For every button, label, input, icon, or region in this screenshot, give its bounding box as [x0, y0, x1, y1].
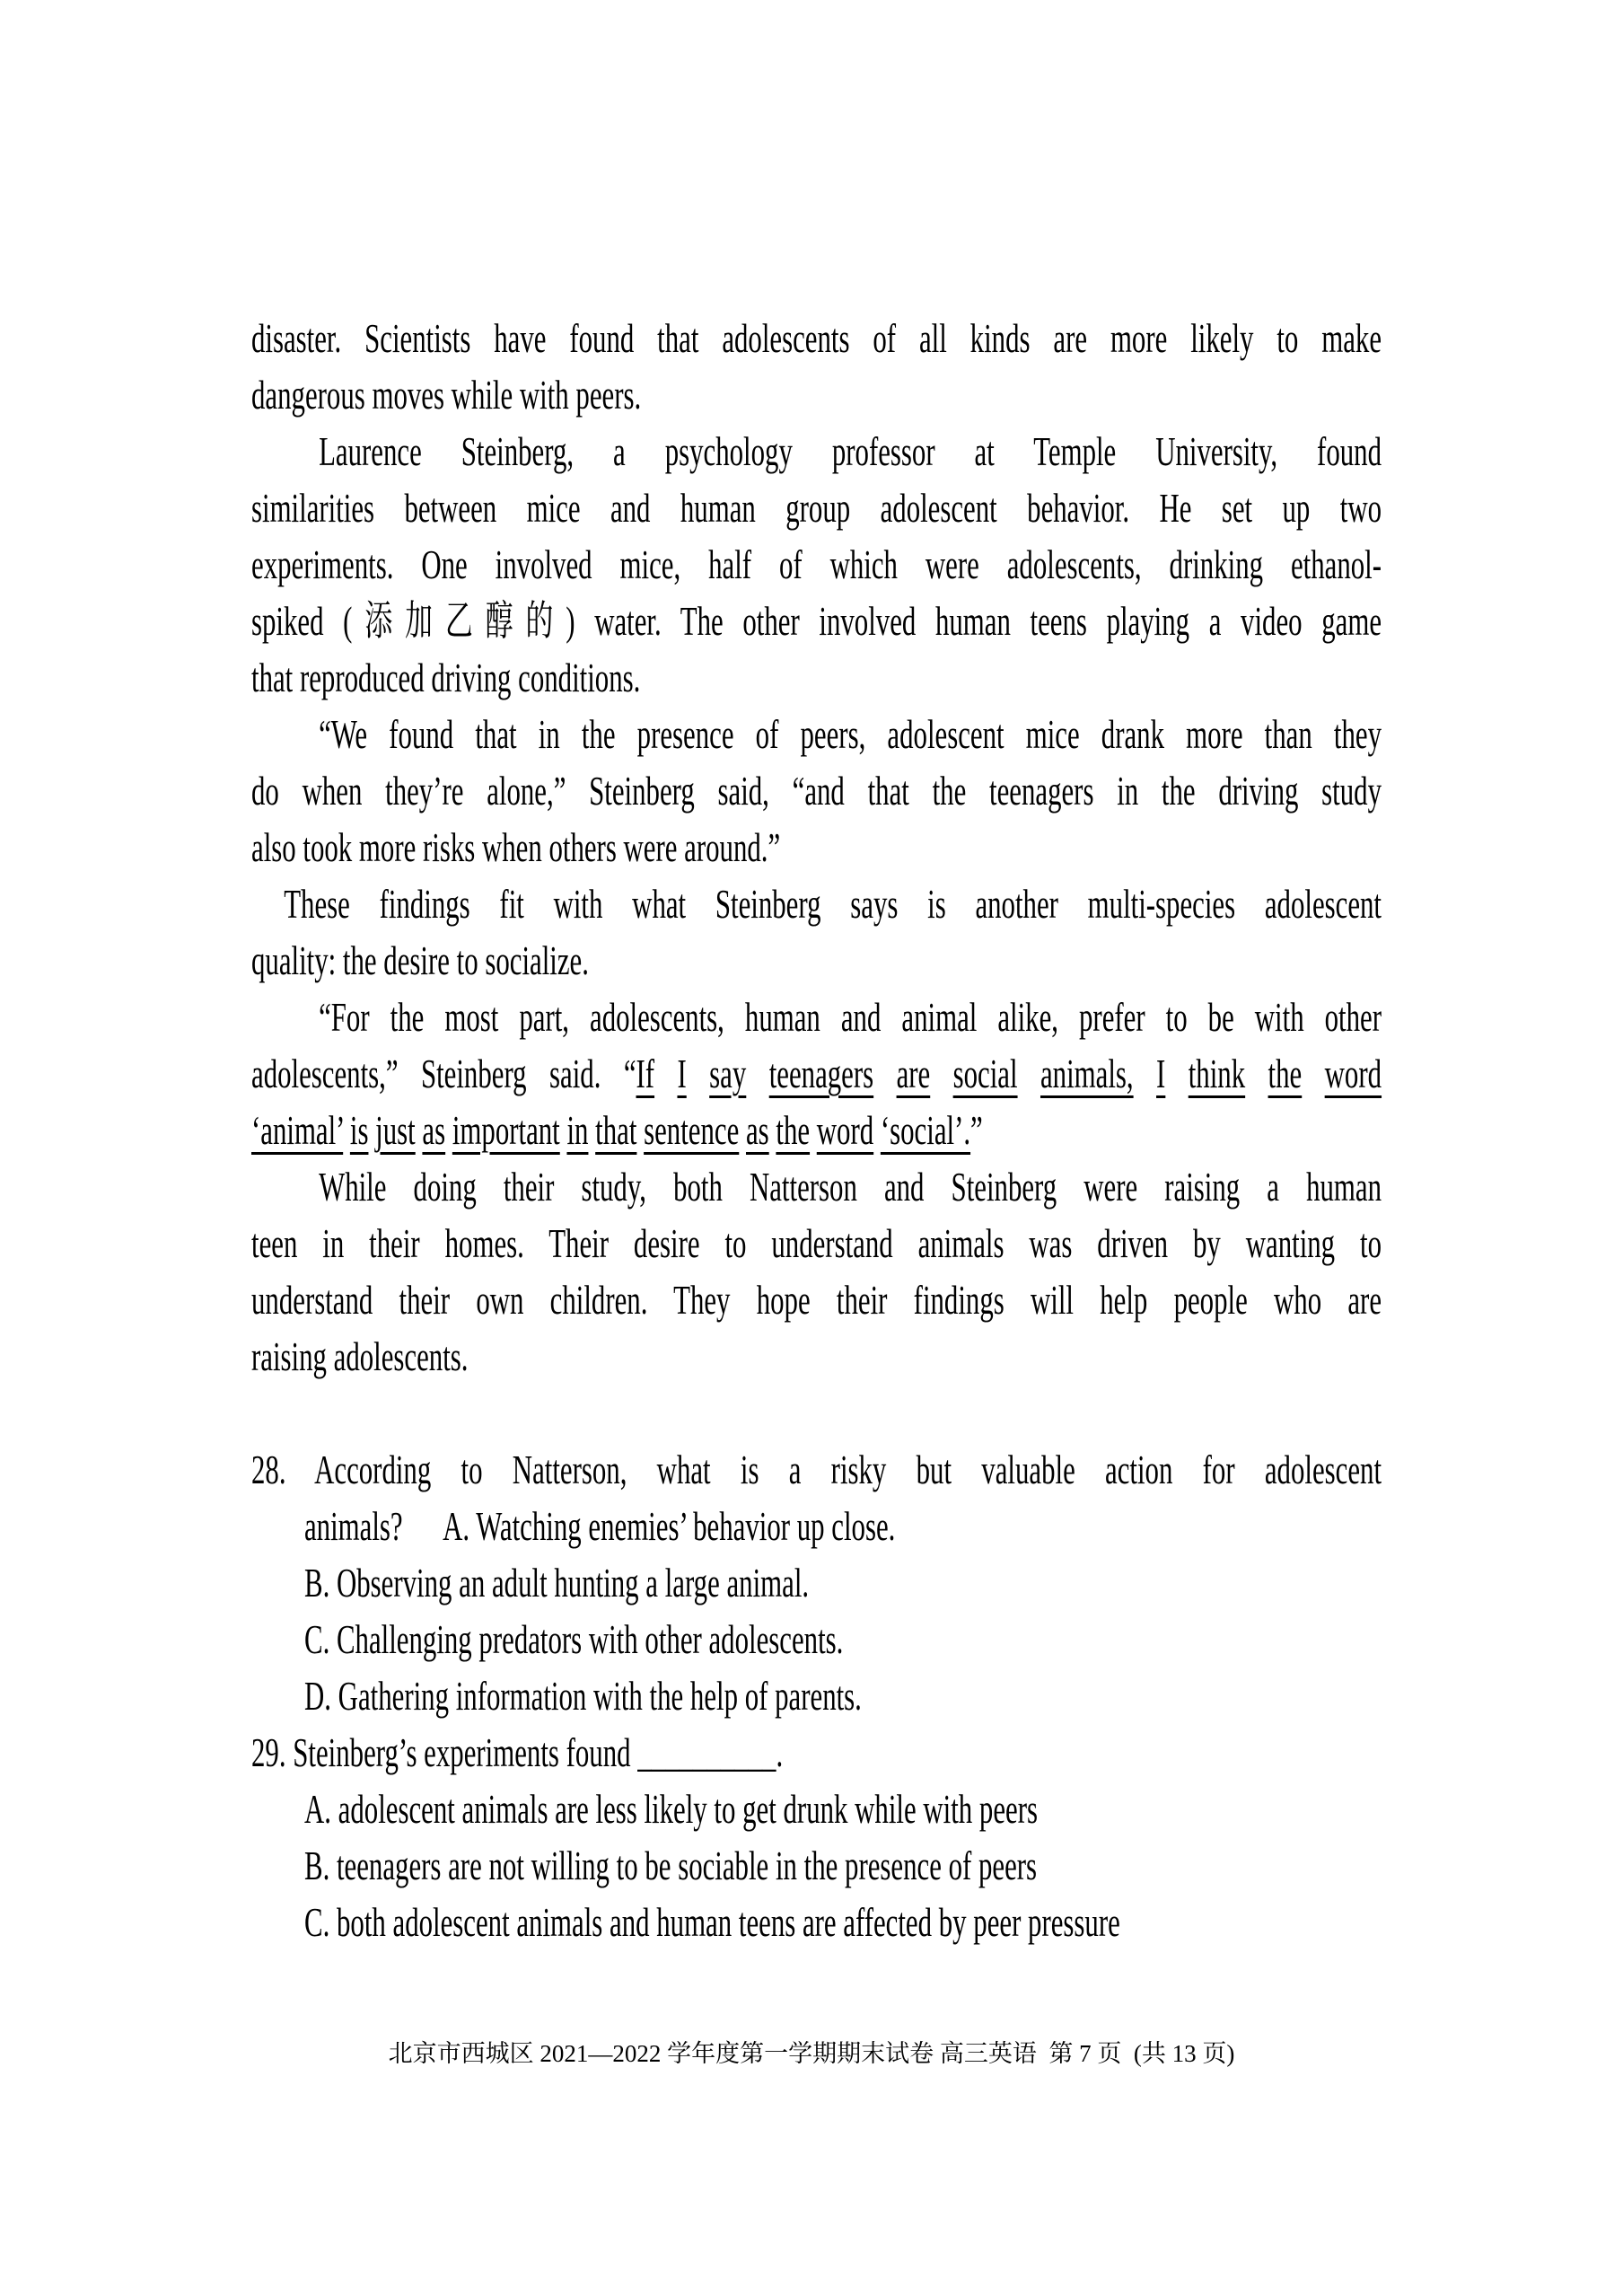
passage-paragraph	[251, 1158, 1382, 1385]
passage-paragraph	[251, 875, 1382, 989]
underlined-word: are	[896, 1051, 931, 1096]
passage-line: do when they’re alone,” Steinberg said, “and that the teenagers in the driving study	[251, 768, 1382, 814]
stem-and-option-line: animals? A. Watching enemies’ behavior up close.	[303, 1503, 896, 1549]
passage-paragraph	[251, 423, 1382, 706]
option-line: B. Observing an adult hunting a large animal.	[303, 1560, 810, 1605]
passage-line: “We found that in the presence of peers, adolescent mice drank more than they	[319, 711, 1382, 757]
page-text-column	[251, 310, 1382, 1950]
option-line: C. Challenging predators with other adolescents.	[303, 1616, 844, 1662]
questions-section	[251, 1441, 1382, 1950]
passage-line: ‘animal’ is just as important in that sentence as the word ‘social’.”	[251, 1107, 983, 1153]
passage-paragraph	[251, 706, 1382, 875]
underlined-word: just	[375, 1107, 416, 1153]
option-line: B. teenagers are not willing to be sociable in the presence of peers	[303, 1843, 1038, 1888]
underlined-word: word	[1324, 1051, 1382, 1096]
passage-line: experiments. One involved mice, half of which were adolescents, drinking ethanol-	[251, 541, 1382, 587]
passage-line: These findings fit with what Steinberg says is another multi-species adolescent	[284, 881, 1382, 927]
underlined-word: in	[566, 1107, 589, 1153]
question-block-28	[251, 1441, 1382, 1724]
passage-line: disaster. Scientists have found that adolescents of all kinds are more likely to make	[251, 315, 1382, 361]
passage-line: similarities between mice and human group adolescent behavior. He set up two	[251, 485, 1382, 531]
underlined-word: teenagers	[768, 1051, 874, 1096]
passage-line: While doing their study, both Natterson and Steinberg were raising a human	[319, 1164, 1382, 1210]
underlined-word: is	[349, 1107, 369, 1153]
option-line: A. adolescent animals are less likely to get drunk while with peers	[303, 1786, 1038, 1832]
underlined-word: If	[636, 1051, 655, 1096]
passage-line: that reproduced driving conditions.	[251, 655, 641, 700]
underlined-word: animals,	[1040, 1051, 1134, 1096]
underlined-word: as	[745, 1107, 769, 1153]
underlined-word: sentence	[644, 1107, 740, 1153]
reading-passage	[251, 310, 1382, 1385]
underlined-word: the	[1268, 1051, 1303, 1096]
passage-paragraph	[251, 310, 1382, 423]
passage-paragraph	[251, 989, 1382, 1158]
underlined-word: I	[1156, 1051, 1166, 1096]
underlined-word: social	[952, 1051, 1018, 1096]
underlined-word: word	[816, 1107, 874, 1153]
underlined-word: think	[1188, 1051, 1246, 1096]
passage-line: raising adolescents.	[251, 1333, 469, 1379]
option-line: D. Gathering information with the help of parents.	[303, 1673, 862, 1719]
passage-line: spiked (添加乙醇的) water. The other involved human teens playing a video game	[251, 598, 1382, 644]
passage-line: quality: the desire to socialize.	[251, 937, 589, 983]
underlined-word: the	[776, 1107, 811, 1153]
passage-line: adolescents,” Steinberg said. “If I say teenagers are social animals, I think the word	[251, 1051, 1382, 1096]
underlined-word: important	[452, 1107, 560, 1153]
question-block-29	[251, 1724, 1382, 1950]
underlined-word: say	[709, 1051, 747, 1096]
passage-line: understand their own children. They hope their findings will help people who are	[251, 1277, 1382, 1323]
page-footer: 北京市西城区 2021—2022 学年度第一学期期末试卷 高三英语 第 7 页 (共 13 页)	[388, 2040, 1235, 2067]
underlined-word: that	[595, 1107, 637, 1153]
underlined-word: as	[422, 1107, 446, 1153]
passage-line: “For the most part, adolescents, human and animal alike, prefer to be with other	[319, 994, 1382, 1040]
blank-line-spacer	[251, 1385, 1382, 1441]
question-stem-line: 29. Steinberg’s experiments found __________.	[251, 1729, 784, 1775]
underlined-word: I	[677, 1051, 687, 1096]
passage-line: dangerous moves while with peers.	[251, 372, 642, 418]
question-stem-line: 28. According to Natterson, what is a risky but valuable action for adolescent	[251, 1447, 1382, 1492]
underlined-word: ‘social’.	[880, 1107, 971, 1153]
option-line: C. both adolescent animals and human teens are affected by peer pressure	[303, 1899, 1120, 1945]
passage-line: also took more risks when others were around.”	[251, 824, 781, 870]
underlined-word: ‘animal’	[251, 1107, 344, 1153]
passage-line: Laurence Steinberg, a psychology professor at Temple University, found	[319, 428, 1382, 474]
passage-line: teen in their homes. Their desire to understand animals was driven by wanting to	[251, 1220, 1382, 1266]
